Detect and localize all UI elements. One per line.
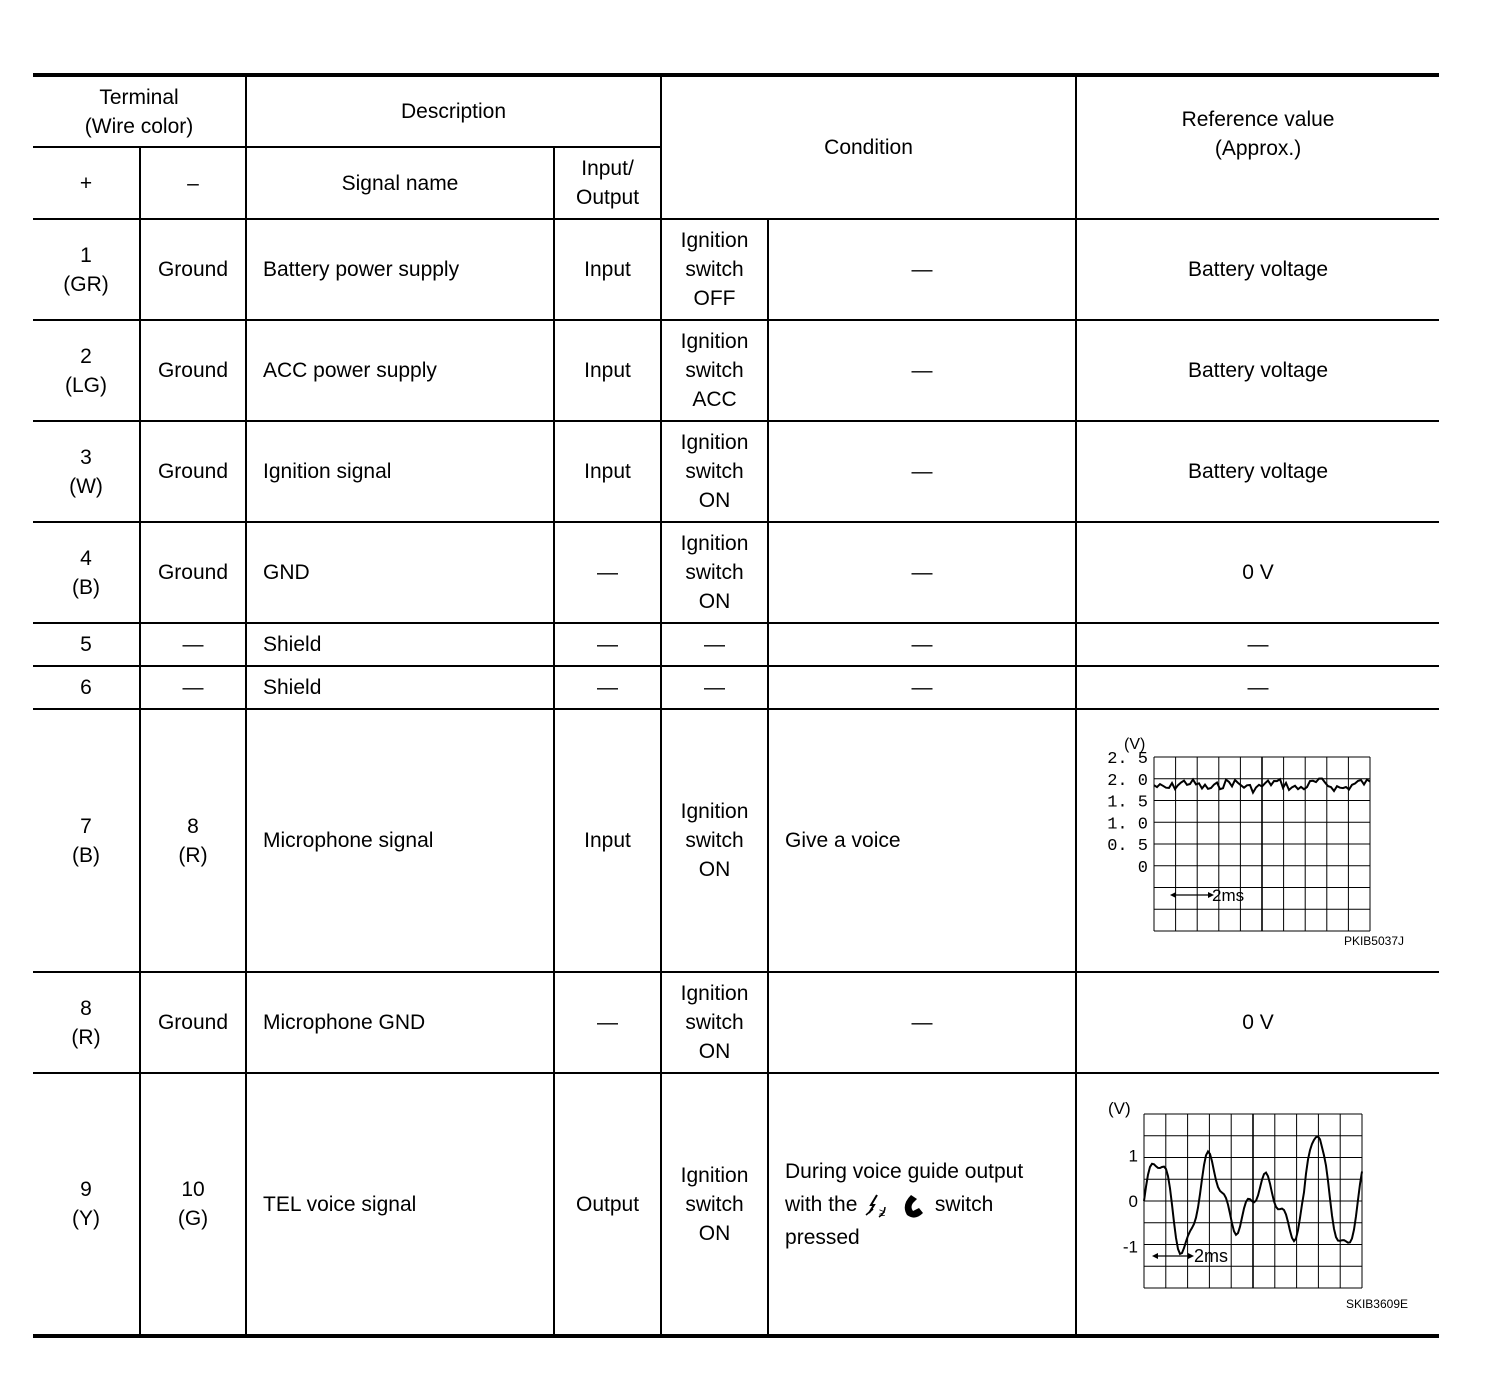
voice-recognition-icon bbox=[863, 1191, 893, 1219]
io-type: — bbox=[554, 623, 661, 666]
terminal-plus: 8 (R) bbox=[33, 972, 140, 1073]
terminal-minus: Ground bbox=[140, 972, 246, 1073]
ytick-label: 1 bbox=[1128, 1146, 1139, 1166]
tel-wave-timebase: 2ms bbox=[1194, 1246, 1229, 1266]
mic-wave-code: PKIB5037J bbox=[1343, 933, 1405, 948]
ytick-label: 0. 5 bbox=[1107, 836, 1149, 856]
reference-value: Battery voltage bbox=[1076, 219, 1439, 320]
table-row bbox=[33, 972, 1439, 1073]
ytick-label: 0 bbox=[1128, 1192, 1139, 1211]
reference-waveform-tel bbox=[1076, 1073, 1439, 1336]
table-row bbox=[33, 320, 1439, 421]
voice-icon-glyph: ≥ bbox=[879, 1206, 886, 1219]
reference-value: Battery voltage bbox=[1076, 421, 1439, 522]
header-condition: Condition bbox=[661, 75, 1076, 219]
condition-switch: Ignition switch ON bbox=[661, 709, 768, 972]
terminal-reference-table bbox=[33, 73, 1439, 1338]
ytick-label: -1 bbox=[1122, 1237, 1139, 1257]
reference-value: — bbox=[1076, 666, 1439, 709]
signal-name: Shield bbox=[246, 666, 554, 709]
table-row bbox=[33, 709, 1439, 972]
table-row bbox=[33, 666, 1439, 709]
reference-value: 0 V bbox=[1076, 522, 1439, 623]
terminal-plus: 5 bbox=[33, 623, 140, 666]
tel-wave-yticks bbox=[1123, 1146, 1138, 1256]
terminal-plus: 1 (GR) bbox=[33, 219, 140, 320]
mic-wave-unit: (V) bbox=[1124, 735, 1146, 753]
terminal-plus: 3 (W) bbox=[33, 421, 140, 522]
terminal-minus: Ground bbox=[140, 421, 246, 522]
tel-timebase-marker bbox=[1152, 1246, 1228, 1266]
header-description: Description bbox=[246, 75, 661, 147]
terminal-plus: 7 (B) bbox=[33, 709, 140, 972]
condition-detail-line1: During voice guide output bbox=[785, 1159, 1024, 1183]
io-type: Output bbox=[554, 1073, 661, 1336]
terminal-plus: 2 (LG) bbox=[33, 320, 140, 421]
ytick-label: 1. 5 bbox=[1107, 793, 1149, 812]
io-type: Input bbox=[554, 421, 661, 522]
reference-waveform-mic bbox=[1076, 709, 1439, 972]
header-plus: + bbox=[33, 147, 140, 219]
table-row bbox=[33, 421, 1439, 522]
io-type: Input bbox=[554, 709, 661, 972]
signal-name: Battery power supply bbox=[246, 219, 554, 320]
condition-switch: Ignition switch ON bbox=[661, 522, 768, 623]
ytick-label: 2. 0 bbox=[1107, 771, 1149, 791]
signal-name: GND bbox=[246, 522, 554, 623]
io-type: — bbox=[554, 972, 661, 1073]
condition-detail-line3: pressed bbox=[785, 1225, 860, 1249]
io-type: — bbox=[554, 666, 661, 709]
condition-switch: Ignition switch ON bbox=[661, 421, 768, 522]
condition-switch: — bbox=[661, 623, 768, 666]
table-row bbox=[33, 623, 1439, 666]
terminal-minus: 10 (G) bbox=[140, 1073, 246, 1336]
mic-waveform-graph bbox=[1098, 731, 1418, 951]
header-io: Input/ Output bbox=[554, 147, 661, 219]
condition-detail: — bbox=[768, 666, 1076, 709]
condition-switch: Ignition switch OFF bbox=[661, 219, 768, 320]
condition-switch: Ignition switch ON bbox=[661, 972, 768, 1073]
condition-detail bbox=[768, 1073, 1076, 1336]
ytick-label: 0 bbox=[1137, 858, 1149, 878]
header-terminal: Terminal (Wire color) bbox=[33, 75, 246, 147]
condition-switch: Ignition switch ON bbox=[661, 1073, 768, 1336]
header-minus: – bbox=[140, 147, 246, 219]
terminal-minus: 8 (R) bbox=[140, 709, 246, 972]
terminal-minus: — bbox=[140, 666, 246, 709]
table-row bbox=[33, 219, 1439, 320]
reference-value: Battery voltage bbox=[1076, 320, 1439, 421]
tel-wave-code: SKIB3609E bbox=[1345, 1297, 1409, 1311]
header-reference: Reference value (Approx.) bbox=[1076, 75, 1439, 219]
table-row bbox=[33, 1073, 1439, 1336]
ytick-label: 2. 5 bbox=[1107, 749, 1149, 769]
terminal-plus: 4 (B) bbox=[33, 522, 140, 623]
condition-detail: — bbox=[768, 623, 1076, 666]
mic-wave-timebase: 2ms bbox=[1212, 885, 1245, 905]
condition-detail: Give a voice bbox=[768, 709, 1076, 972]
terminal-plus: 9 (Y) bbox=[33, 1073, 140, 1336]
io-type: Input bbox=[554, 219, 661, 320]
condition-detail: — bbox=[768, 522, 1076, 623]
signal-name: Microphone GND bbox=[246, 972, 554, 1073]
condition-switch: Ignition switch ACC bbox=[661, 320, 768, 421]
reference-value: 0 V bbox=[1076, 972, 1439, 1073]
signal-name: Shield bbox=[246, 623, 554, 666]
signal-name: ACC power supply bbox=[246, 320, 554, 421]
io-type: Input bbox=[554, 320, 661, 421]
phone-handset-icon bbox=[899, 1191, 929, 1219]
tel-waveform-graph bbox=[1098, 1094, 1418, 1314]
condition-detail: — bbox=[768, 320, 1076, 421]
tel-wave-unit: (V) bbox=[1108, 1099, 1131, 1118]
signal-name: Microphone signal bbox=[246, 709, 554, 972]
terminal-minus: Ground bbox=[140, 320, 246, 421]
terminal-minus: — bbox=[140, 623, 246, 666]
signal-name: TEL voice signal bbox=[246, 1073, 554, 1336]
terminal-plus: 6 bbox=[33, 666, 140, 709]
signal-name: Ignition signal bbox=[246, 421, 554, 522]
header-signal-name: Signal name bbox=[246, 147, 554, 219]
mic-timebase-marker bbox=[1170, 886, 1244, 905]
terminal-minus: Ground bbox=[140, 219, 246, 320]
condition-detail-line2a: with the bbox=[785, 1192, 858, 1216]
condition-switch: — bbox=[661, 666, 768, 709]
mic-wave-yticks bbox=[1107, 750, 1148, 878]
ytick-label: 1. 0 bbox=[1107, 814, 1149, 834]
terminal-minus: Ground bbox=[140, 522, 246, 623]
table-row bbox=[33, 522, 1439, 623]
condition-detail: — bbox=[768, 421, 1076, 522]
condition-detail: — bbox=[768, 219, 1076, 320]
condition-detail-line2b: switch bbox=[934, 1192, 994, 1216]
condition-detail: — bbox=[768, 972, 1076, 1073]
reference-value: — bbox=[1076, 623, 1439, 666]
io-type: — bbox=[554, 522, 661, 623]
